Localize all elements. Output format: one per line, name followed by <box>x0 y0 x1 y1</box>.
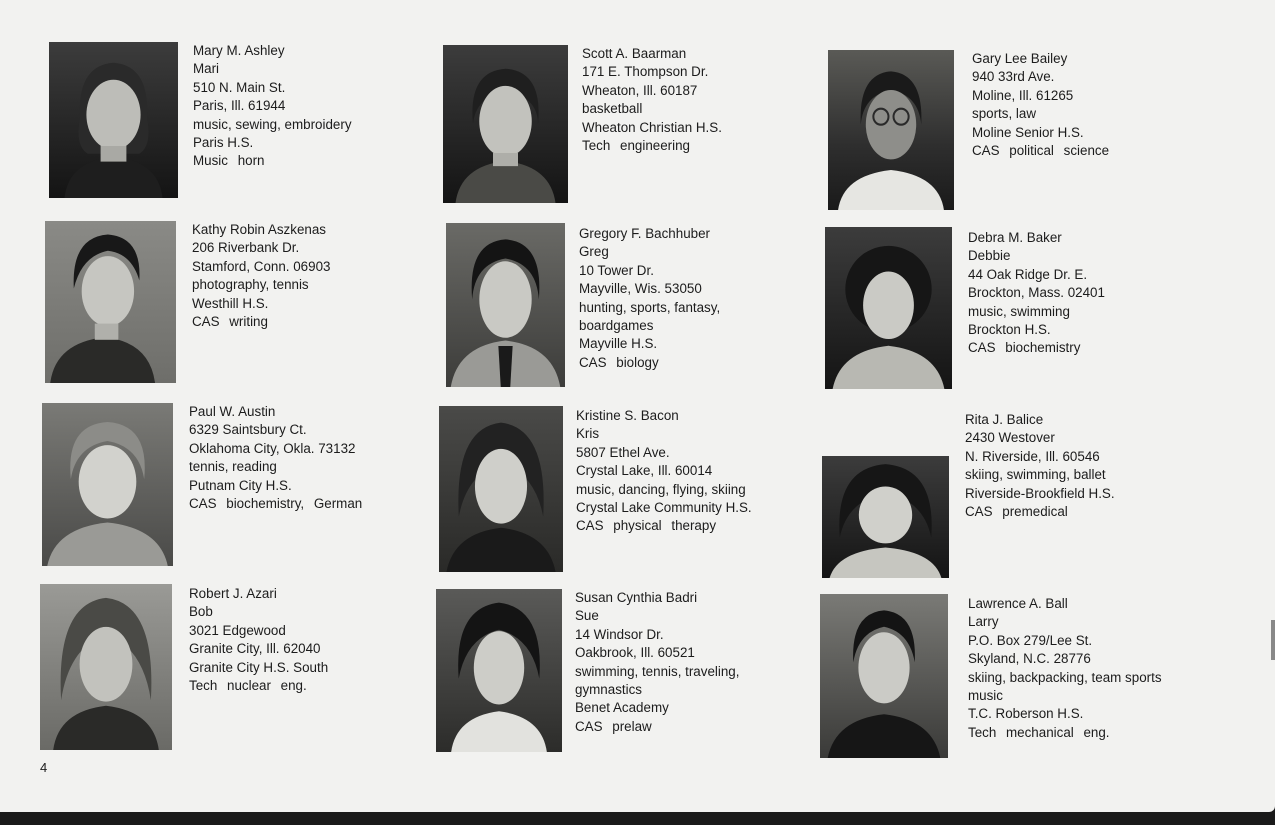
info-line: music <box>968 687 1003 703</box>
info-line: P.O. Box 279/Lee St. <box>968 632 1093 648</box>
info-line: 6329 Saintsbury Ct. <box>189 422 307 438</box>
page-number: 4 <box>40 760 48 775</box>
info-line: Kris <box>576 426 600 442</box>
info-line: Benet Academy <box>575 700 669 716</box>
student-info <box>192 221 330 331</box>
info-line: Stamford, Conn. 06903 <box>192 258 331 274</box>
student-name: Rita J. Balice <box>965 412 1044 427</box>
student-name: Scott A. Baarman <box>582 46 687 61</box>
info-line: 14 Windsor Dr. <box>575 626 664 642</box>
info-line: 5807 Ethel Ave. <box>576 444 670 460</box>
portrait-photo <box>45 221 176 383</box>
info-line: CAS writing <box>192 313 268 329</box>
info-line: T.C. Roberson H.S. <box>968 706 1084 722</box>
info-line: music, sewing, embroidery <box>193 116 352 132</box>
binding-edge <box>1271 620 1275 660</box>
info-line: Larry <box>968 614 999 630</box>
info-line: hunting, sports, fantasy, <box>579 299 721 315</box>
info-line: Putnam City H.S. <box>189 477 292 493</box>
info-line: photography, tennis <box>192 277 309 293</box>
info-line: Granite City H.S. South <box>189 659 329 675</box>
info-line: Debbie <box>968 248 1011 264</box>
info-line: Moline, Ill. 61265 <box>972 87 1074 103</box>
info-line: CAS premedical <box>965 503 1068 519</box>
portrait-photo <box>825 227 952 389</box>
student-info <box>579 225 720 372</box>
info-line: CAS physical therapy <box>576 518 717 534</box>
portrait-photo <box>446 223 565 387</box>
info-line: 3021 Edgewood <box>189 622 286 638</box>
student-name: Lawrence A. Ball <box>968 596 1068 611</box>
student-name: Debra M. Baker <box>968 230 1062 245</box>
info-line: Moline Senior H.S. <box>972 124 1084 140</box>
student-info <box>575 589 739 736</box>
info-line: Granite City, Ill. 62040 <box>189 641 321 657</box>
portrait-photo <box>820 594 948 758</box>
student-info <box>576 407 752 536</box>
student-info <box>189 403 362 513</box>
info-line: Tech mechanical eng. <box>968 724 1110 740</box>
student-name: Kathy Robin Aszkenas <box>192 222 326 237</box>
info-line: 206 Riverbank Dr. <box>192 240 300 256</box>
info-line: Brockton, Mass. 02401 <box>968 285 1105 301</box>
info-line: Westhill H.S. <box>192 295 269 311</box>
student-info <box>968 229 1105 358</box>
student-name: Gregory F. Bachhuber <box>579 226 710 241</box>
student-name: Gary Lee Bailey <box>972 51 1068 66</box>
portrait-photo <box>439 406 563 572</box>
info-line: tennis, reading <box>189 459 277 475</box>
info-line: sports, law <box>972 106 1036 122</box>
info-line: N. Riverside, Ill. 60546 <box>965 448 1100 464</box>
info-line: music, dancing, flying, skiing <box>576 481 746 497</box>
info-line: Mayville, Wis. 53050 <box>579 281 702 297</box>
info-line: Bob <box>189 604 213 620</box>
info-line: CAS political science <box>972 142 1110 158</box>
info-line: Crystal Lake Community H.S. <box>576 499 752 515</box>
info-line: Paris, Ill. 61944 <box>193 98 286 114</box>
student-info <box>189 585 328 695</box>
info-line: Oakbrook, Ill. 60521 <box>575 645 695 661</box>
student-name: Paul W. Austin <box>189 404 276 419</box>
portrait-photo <box>443 45 568 203</box>
info-line: CAS biochemistry, German <box>189 495 363 511</box>
info-line: Skyland, N.C. 28776 <box>968 651 1091 667</box>
info-line: Mayville H.S. <box>579 336 658 352</box>
info-line: CAS prelaw <box>575 718 652 734</box>
info-line: 510 N. Main St. <box>193 79 286 95</box>
portrait-photo <box>42 403 173 566</box>
info-line: Riverside-Brookfield H.S. <box>965 485 1115 501</box>
info-line: Oklahoma City, Okla. 73132 <box>189 440 356 456</box>
info-line: Tech engineering <box>582 137 690 153</box>
portrait-photo <box>40 584 172 750</box>
info-line: 171 E. Thompson Dr. <box>582 64 709 80</box>
info-line: Brockton H.S. <box>968 321 1051 337</box>
info-line: Music horn <box>193 153 265 169</box>
student-info <box>582 45 722 155</box>
info-line: skiing, backpacking, team sports <box>968 669 1162 685</box>
student-name: Mary M. Ashley <box>193 43 285 58</box>
info-line: CAS biochemistry <box>968 340 1081 356</box>
portrait-photo <box>822 456 949 578</box>
info-line: 2430 Westover <box>965 430 1055 446</box>
info-line: Crystal Lake, Ill. 60014 <box>576 463 713 479</box>
info-line: boardgames <box>579 317 654 333</box>
portrait-photo <box>828 50 954 210</box>
info-line: 44 Oak Ridge Dr. E. <box>968 266 1088 282</box>
info-line: CAS biology <box>579 354 659 370</box>
info-line: music, swimming <box>968 303 1070 319</box>
portrait-photo <box>49 42 178 198</box>
student-info <box>972 50 1109 160</box>
student-name: Kristine S. Bacon <box>576 408 679 423</box>
info-line: Sue <box>575 608 599 624</box>
student-info <box>965 411 1115 521</box>
info-line: Wheaton, Ill. 60187 <box>582 82 698 98</box>
student-name: Robert J. Azari <box>189 586 277 601</box>
info-line: gymnastics <box>575 681 642 697</box>
info-line: Wheaton Christian H.S. <box>582 119 722 135</box>
info-line: basketball <box>582 101 643 117</box>
info-line: Greg <box>579 244 609 260</box>
info-line: 940 33rd Ave. <box>972 69 1055 85</box>
info-line: Mari <box>193 61 220 77</box>
info-line: Paris H.S. <box>193 134 254 150</box>
info-line: swimming, tennis, traveling, <box>575 663 740 679</box>
student-name: Susan Cynthia Badri <box>575 590 698 605</box>
info-line: skiing, swimming, ballet <box>965 467 1106 483</box>
info-line: 10 Tower Dr. <box>579 262 654 278</box>
portrait-photo <box>436 589 562 752</box>
info-line: Tech nuclear eng. <box>189 677 307 693</box>
student-info <box>968 595 1162 742</box>
student-info <box>193 42 352 171</box>
